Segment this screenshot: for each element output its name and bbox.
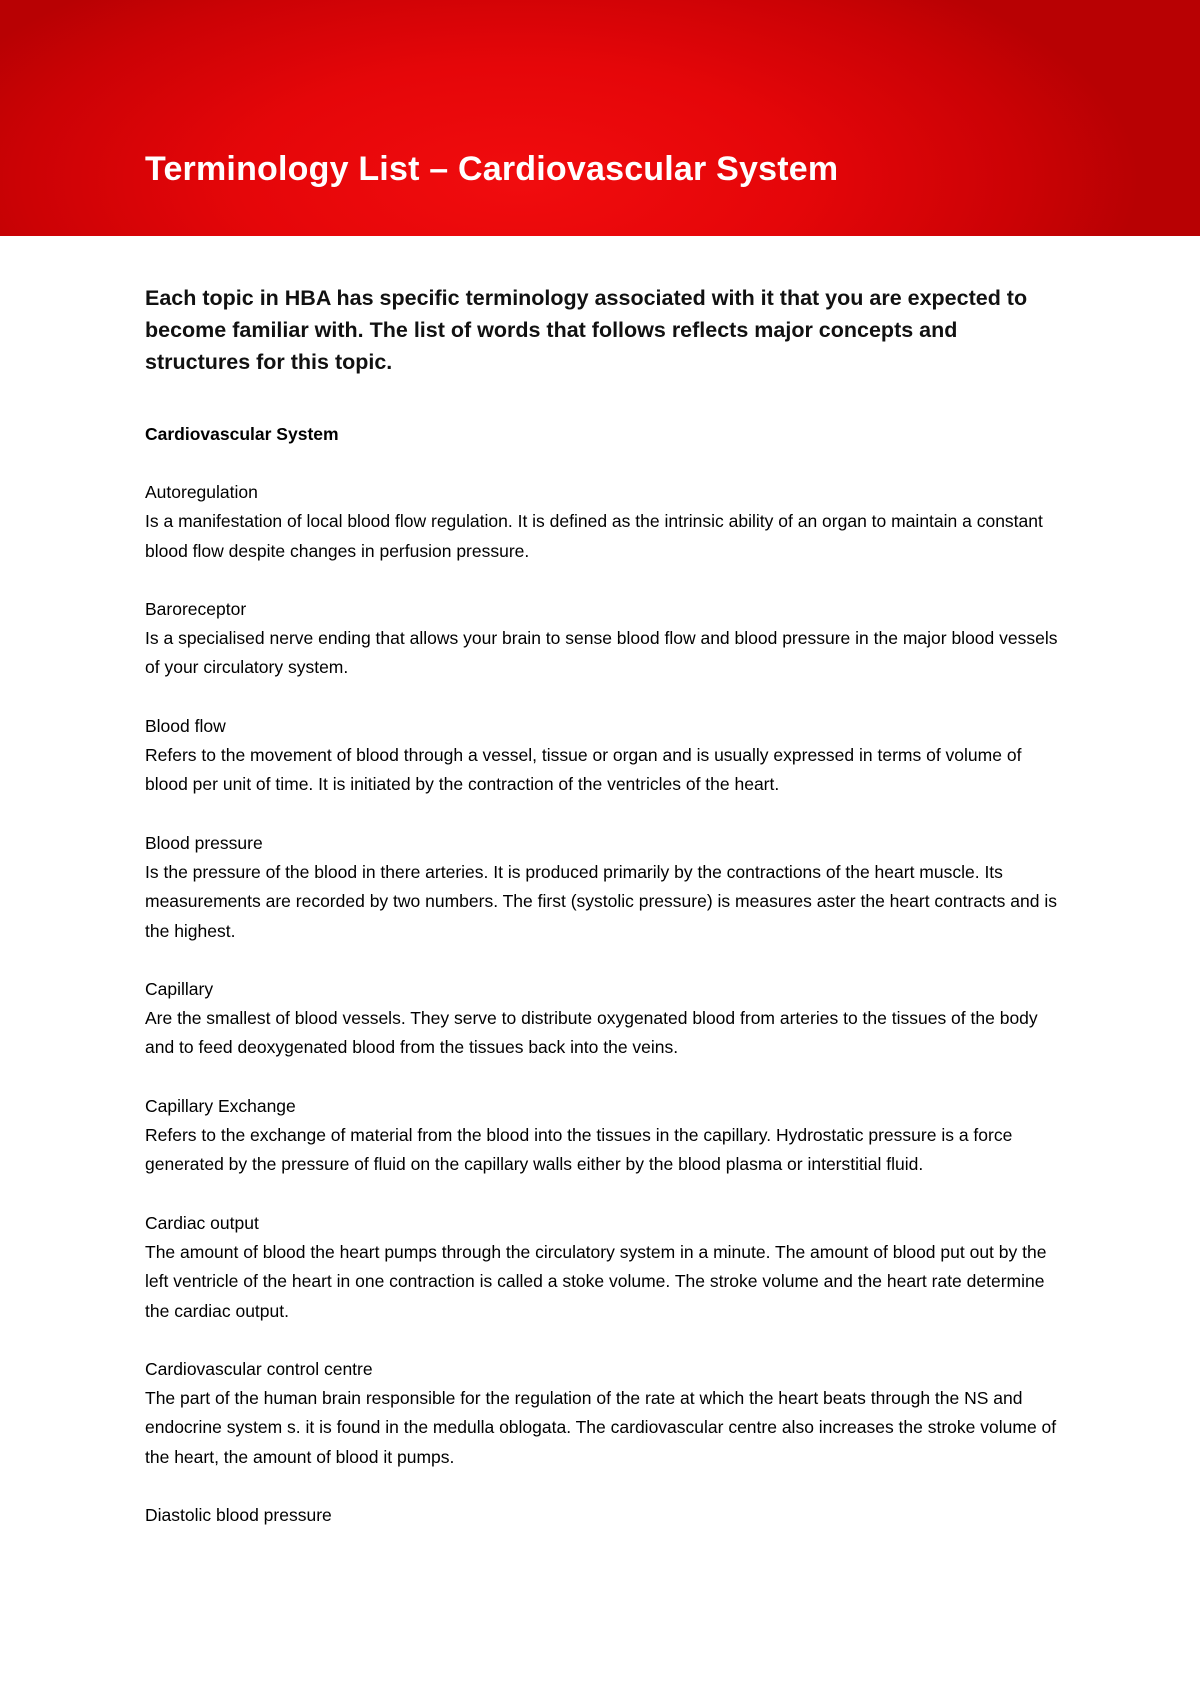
term-entry xyxy=(145,595,1065,683)
term-name: Capillary Exchange xyxy=(145,1095,296,1116)
term-name: Diastolic blood pressure xyxy=(145,1505,332,1526)
term-definition: Refers to the exchange of material from the blood into the tissues in the capillary. Hydrostatic pressure is a force generated by the pressure of fluid on the capillary walls either by the blood plasma or interstitial fluid. xyxy=(145,1125,1013,1175)
term-definition: The amount of blood the heart pumps through the circulatory system in a minute. The amount of blood put out by the left ventricle of the heart in one contraction is called a stoke volume. The stroke volume and the heart rate determine the cardiac output. xyxy=(145,1241,1047,1321)
term-definition: Is the pressure of the blood in there arteries. It is produced primarily by the contractions of the heart muscle. Its measurements are recorded by two numbers. The first (systolic pressure) is measures aster the heart contracts and is the highest. xyxy=(145,861,1057,941)
term-entry xyxy=(145,975,1065,1063)
title-banner xyxy=(0,0,1200,236)
term-name: Blood flow xyxy=(145,715,226,736)
term-definition: Is a specialised nerve ending that allows your brain to sense blood flow and blood pressure in the major blood vessels of your circulatory system. xyxy=(145,628,1058,678)
term-definition: The part of the human brain responsible for the regulation of the rate at which the heart beats through the NS and endocrine system s. it is found in the medulla oblogata. The cardiovascular centre also increases the stroke volume of the heart, the amount of blood it pumps. xyxy=(145,1388,1057,1467)
section-heading: Cardiovascular System xyxy=(145,424,339,444)
term-entry xyxy=(145,1092,1065,1180)
term-name: Baroreceptor xyxy=(145,598,247,619)
term-entry xyxy=(145,1355,1065,1472)
term-entry xyxy=(145,1501,1065,1530)
term-name: Cardiac output xyxy=(145,1212,259,1233)
term-definition: Is a manifestation of local blood flow regulation. It is defined as the intrinsic ability of an organ to maintain a constant blood flow despite changes in perfusion pressure. xyxy=(145,511,1043,561)
intro-paragraph: Each topic in HBA has specific terminology associated with it that you are expected to become familiar with. The list of words that follows reflects major concepts and structures for this topic. xyxy=(145,286,1028,374)
term-definition: Are the smallest of blood vessels. They serve to distribute oxygenated blood from arteries to the tissues of the body and to feed deoxygenated blood from the tissues back into the veins. xyxy=(145,1008,1038,1058)
term-name: Autoregulation xyxy=(145,482,258,502)
term-entry xyxy=(145,478,1065,566)
term-entry xyxy=(145,1209,1065,1326)
term-definition: Refers to the movement of blood through a vessel, tissue or organ and is usually expressed in terms of volume of blood per unit of time. It is initiated by the contraction of the ventricles of the heart. xyxy=(145,745,1022,795)
term-entry xyxy=(145,829,1065,946)
document-body xyxy=(145,282,1065,1559)
term-name: Blood pressure xyxy=(145,832,263,853)
term-name: Cardiovascular control centre xyxy=(145,1358,373,1379)
term-name: Capillary xyxy=(145,978,214,999)
term-entry xyxy=(145,712,1065,800)
page-title: Terminology List – Cardiovascular System xyxy=(145,150,839,188)
terminology-list xyxy=(145,478,1065,1530)
